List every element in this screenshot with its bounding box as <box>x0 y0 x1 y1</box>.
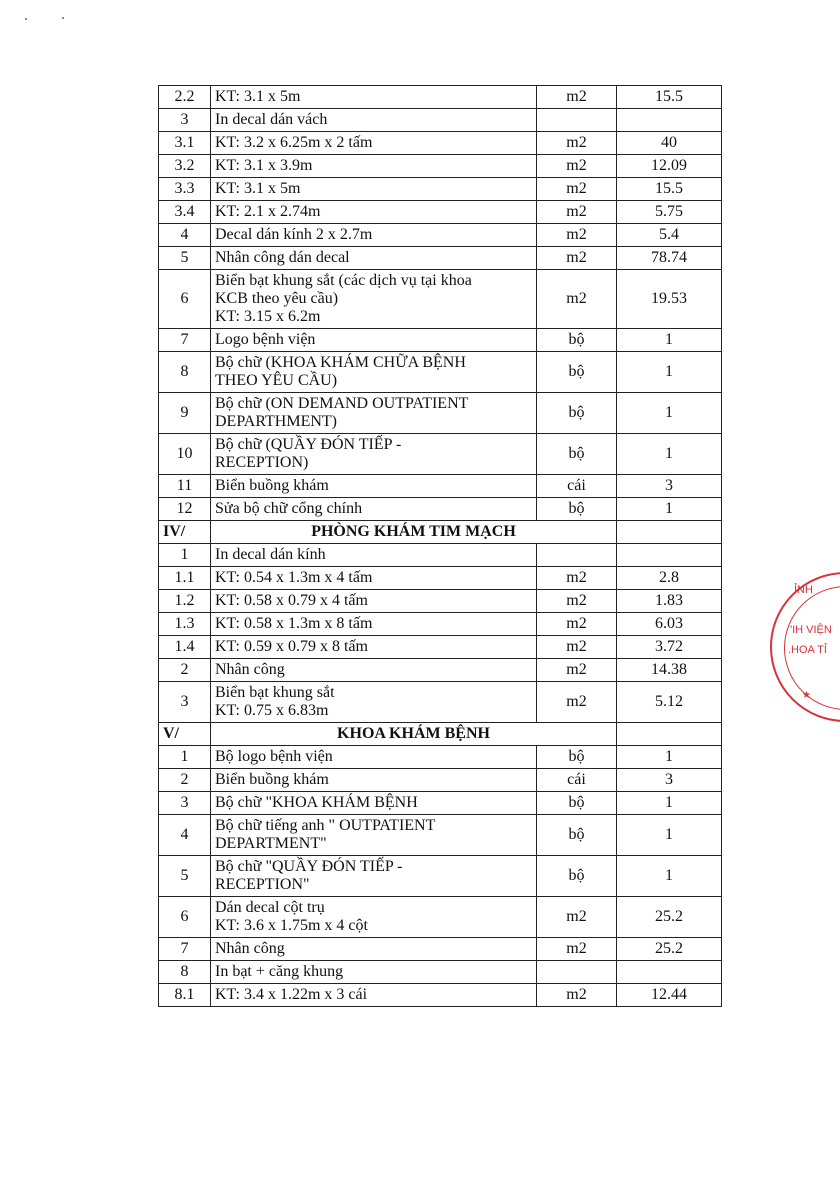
item-unit <box>537 109 617 132</box>
table-row <box>159 498 722 521</box>
item-description: Biển bạt khung sắt (các dịch vụ tại khoa KCB theo yêu cầu) KT: 3.15 x 6.2m <box>211 270 537 329</box>
scan-speck <box>62 17 64 19</box>
item-unit: m2 <box>537 178 617 201</box>
item-quantity: 1.83 <box>617 590 722 613</box>
item-quantity: 14.38 <box>617 659 722 682</box>
table-row <box>159 682 722 723</box>
table-row <box>159 352 722 393</box>
table-row <box>159 86 722 109</box>
table-row <box>159 897 722 938</box>
section-header-row <box>159 723 722 746</box>
item-quantity: 3 <box>617 769 722 792</box>
item-number: 3.4 <box>159 201 211 224</box>
item-quantity: 1 <box>617 856 722 897</box>
item-description: Decal dán kính 2 x 2.7m <box>211 224 537 247</box>
item-description: Dán decal cột trụ KT: 3.6 x 1.75m x 4 cột <box>211 897 537 938</box>
item-unit: bộ <box>537 434 617 475</box>
item-number: 1.4 <box>159 636 211 659</box>
item-quantity: 1 <box>617 815 722 856</box>
item-unit: m2 <box>537 613 617 636</box>
table-row <box>159 544 722 567</box>
item-unit: m2 <box>537 938 617 961</box>
item-number: 3 <box>159 682 211 723</box>
table-row <box>159 329 722 352</box>
section-number: V/ <box>159 723 211 746</box>
table-row <box>159 984 722 1007</box>
item-number: 5 <box>159 247 211 270</box>
item-quantity: 1 <box>617 352 722 393</box>
table-row <box>159 132 722 155</box>
item-number: 6 <box>159 270 211 329</box>
item-unit: m2 <box>537 86 617 109</box>
item-unit: m2 <box>537 132 617 155</box>
item-description: KT: 3.1 x 5m <box>211 86 537 109</box>
item-number: 7 <box>159 938 211 961</box>
scan-speck <box>25 18 27 20</box>
item-number: 2.2 <box>159 86 211 109</box>
item-unit: bộ <box>537 792 617 815</box>
item-description: KT: 0.58 x 0.79 x 4 tấm <box>211 590 537 613</box>
stamp-text-top: ỈNH <box>794 584 813 596</box>
item-number: 3.2 <box>159 155 211 178</box>
item-quantity <box>617 961 722 984</box>
item-quantity: 1 <box>617 329 722 352</box>
item-unit: m2 <box>537 155 617 178</box>
item-description: KT: 0.59 x 0.79 x 8 tấm <box>211 636 537 659</box>
item-description: Logo bệnh viện <box>211 329 537 352</box>
quotation-table-body <box>159 86 722 1007</box>
item-description: KT: 0.58 x 1.3m x 8 tấm <box>211 613 537 636</box>
item-number: 5 <box>159 856 211 897</box>
table-row <box>159 746 722 769</box>
item-description: Bộ chữ (KHOA KHÁM CHỮA BỆNH THEO YÊU CẦU) <box>211 352 537 393</box>
item-unit: m2 <box>537 636 617 659</box>
table-row <box>159 434 722 475</box>
red-seal-stamp <box>770 572 840 722</box>
table-row <box>159 856 722 897</box>
table-row <box>159 567 722 590</box>
item-quantity <box>617 109 722 132</box>
item-number: 12 <box>159 498 211 521</box>
item-quantity: 1 <box>617 434 722 475</box>
item-quantity: 1 <box>617 393 722 434</box>
table-row <box>159 769 722 792</box>
table-row <box>159 659 722 682</box>
item-description: Bộ logo bệnh viện <box>211 746 537 769</box>
table-row <box>159 224 722 247</box>
item-unit: bộ <box>537 393 617 434</box>
empty-cell <box>617 521 722 544</box>
item-description: Biển bạt khung sắt KT: 0.75 x 6.83m <box>211 682 537 723</box>
item-unit: m2 <box>537 270 617 329</box>
item-number: 2 <box>159 769 211 792</box>
item-number: 1.3 <box>159 613 211 636</box>
item-description: In decal dán vách <box>211 109 537 132</box>
item-number: 3 <box>159 792 211 815</box>
item-number: 6 <box>159 897 211 938</box>
item-description: Bộ chữ "KHOA KHÁM BỆNH <box>211 792 537 815</box>
table-row <box>159 393 722 434</box>
table-row <box>159 961 722 984</box>
section-header-row <box>159 521 722 544</box>
item-quantity: 5.4 <box>617 224 722 247</box>
item-number: 7 <box>159 329 211 352</box>
stamp-text-bottom: .HOA TỈ <box>788 644 827 656</box>
item-number: 4 <box>159 815 211 856</box>
section-number: IV/ <box>159 521 211 544</box>
item-unit: m2 <box>537 224 617 247</box>
item-number: 9 <box>159 393 211 434</box>
section-title: PHÒNG KHÁM TIM MẠCH <box>211 521 617 544</box>
item-quantity: 3.72 <box>617 636 722 659</box>
item-unit: m2 <box>537 567 617 590</box>
item-description: KT: 3.2 x 6.25m x 2 tấm <box>211 132 537 155</box>
item-number: 8 <box>159 961 211 984</box>
table-row <box>159 590 722 613</box>
item-unit <box>537 961 617 984</box>
item-unit: bộ <box>537 746 617 769</box>
item-unit: m2 <box>537 201 617 224</box>
stamp-star-icon: ★ <box>802 690 811 701</box>
item-number: 1.1 <box>159 567 211 590</box>
item-number: 8.1 <box>159 984 211 1007</box>
stamp-text-middle: 'IH VIỆN <box>790 624 832 636</box>
item-unit: bộ <box>537 498 617 521</box>
table-row <box>159 938 722 961</box>
item-description: In decal dán kính <box>211 544 537 567</box>
item-description: Nhân công <box>211 659 537 682</box>
quotation-table <box>158 85 722 1007</box>
item-number: 3.1 <box>159 132 211 155</box>
table-row <box>159 815 722 856</box>
item-description: Bộ chữ (QUẦY ĐÓN TIẾP - RECEPTION) <box>211 434 537 475</box>
item-unit: m2 <box>537 897 617 938</box>
item-quantity: 40 <box>617 132 722 155</box>
item-description: Sửa bộ chữ cổng chính <box>211 498 537 521</box>
item-unit: m2 <box>537 247 617 270</box>
item-quantity: 12.44 <box>617 984 722 1007</box>
table-row <box>159 613 722 636</box>
item-description: Biển buồng khám <box>211 475 537 498</box>
item-description: KT: 0.54 x 1.3m x 4 tấm <box>211 567 537 590</box>
item-quantity: 25.2 <box>617 938 722 961</box>
item-number: 8 <box>159 352 211 393</box>
table-row <box>159 270 722 329</box>
item-quantity: 25.2 <box>617 897 722 938</box>
table-row <box>159 636 722 659</box>
table-row <box>159 178 722 201</box>
empty-cell <box>617 723 722 746</box>
item-number: 1 <box>159 544 211 567</box>
table-row <box>159 792 722 815</box>
item-quantity <box>617 544 722 567</box>
item-unit: bộ <box>537 856 617 897</box>
item-number: 3.3 <box>159 178 211 201</box>
item-quantity: 5.12 <box>617 682 722 723</box>
item-quantity: 3 <box>617 475 722 498</box>
item-unit: bộ <box>537 329 617 352</box>
table-row <box>159 155 722 178</box>
item-description: Bộ chữ tiếng anh " OUTPATIENT DEPARTMENT" <box>211 815 537 856</box>
item-unit: bộ <box>537 352 617 393</box>
item-quantity: 1 <box>617 792 722 815</box>
item-quantity: 2.8 <box>617 567 722 590</box>
table-row <box>159 109 722 132</box>
item-quantity: 6.03 <box>617 613 722 636</box>
item-quantity: 1 <box>617 746 722 769</box>
item-quantity: 15.5 <box>617 178 722 201</box>
item-description: Nhân công dán decal <box>211 247 537 270</box>
item-number: 1 <box>159 746 211 769</box>
item-quantity: 5.75 <box>617 201 722 224</box>
item-description: KT: 3.4 x 1.22m x 3 cái <box>211 984 537 1007</box>
item-description: KT: 3.1 x 3.9m <box>211 155 537 178</box>
item-unit: m2 <box>537 590 617 613</box>
item-quantity: 15.5 <box>617 86 722 109</box>
item-number: 11 <box>159 475 211 498</box>
item-description: Biển buồng khám <box>211 769 537 792</box>
item-quantity: 19.53 <box>617 270 722 329</box>
item-number: 10 <box>159 434 211 475</box>
item-description: KT: 2.1 x 2.74m <box>211 201 537 224</box>
item-description: Nhân công <box>211 938 537 961</box>
table-row <box>159 201 722 224</box>
item-description: Bộ chữ (ON DEMAND OUTPATIENT DEPARTHMENT) <box>211 393 537 434</box>
item-unit: m2 <box>537 682 617 723</box>
item-unit <box>537 544 617 567</box>
item-description: Bộ chữ "QUẦY ĐÓN TIẾP - RECEPTION" <box>211 856 537 897</box>
item-quantity: 1 <box>617 498 722 521</box>
table-row <box>159 247 722 270</box>
item-number: 2 <box>159 659 211 682</box>
item-quantity: 78.74 <box>617 247 722 270</box>
item-unit: cái <box>537 475 617 498</box>
item-unit: m2 <box>537 984 617 1007</box>
item-unit: m2 <box>537 659 617 682</box>
item-description: KT: 3.1 x 5m <box>211 178 537 201</box>
item-unit: cái <box>537 769 617 792</box>
item-number: 1.2 <box>159 590 211 613</box>
item-description: In bạt + căng khung <box>211 961 537 984</box>
item-quantity: 12.09 <box>617 155 722 178</box>
section-title: KHOA KHÁM BỆNH <box>211 723 617 746</box>
item-number: 3 <box>159 109 211 132</box>
item-unit: bộ <box>537 815 617 856</box>
item-number: 4 <box>159 224 211 247</box>
table-row <box>159 475 722 498</box>
